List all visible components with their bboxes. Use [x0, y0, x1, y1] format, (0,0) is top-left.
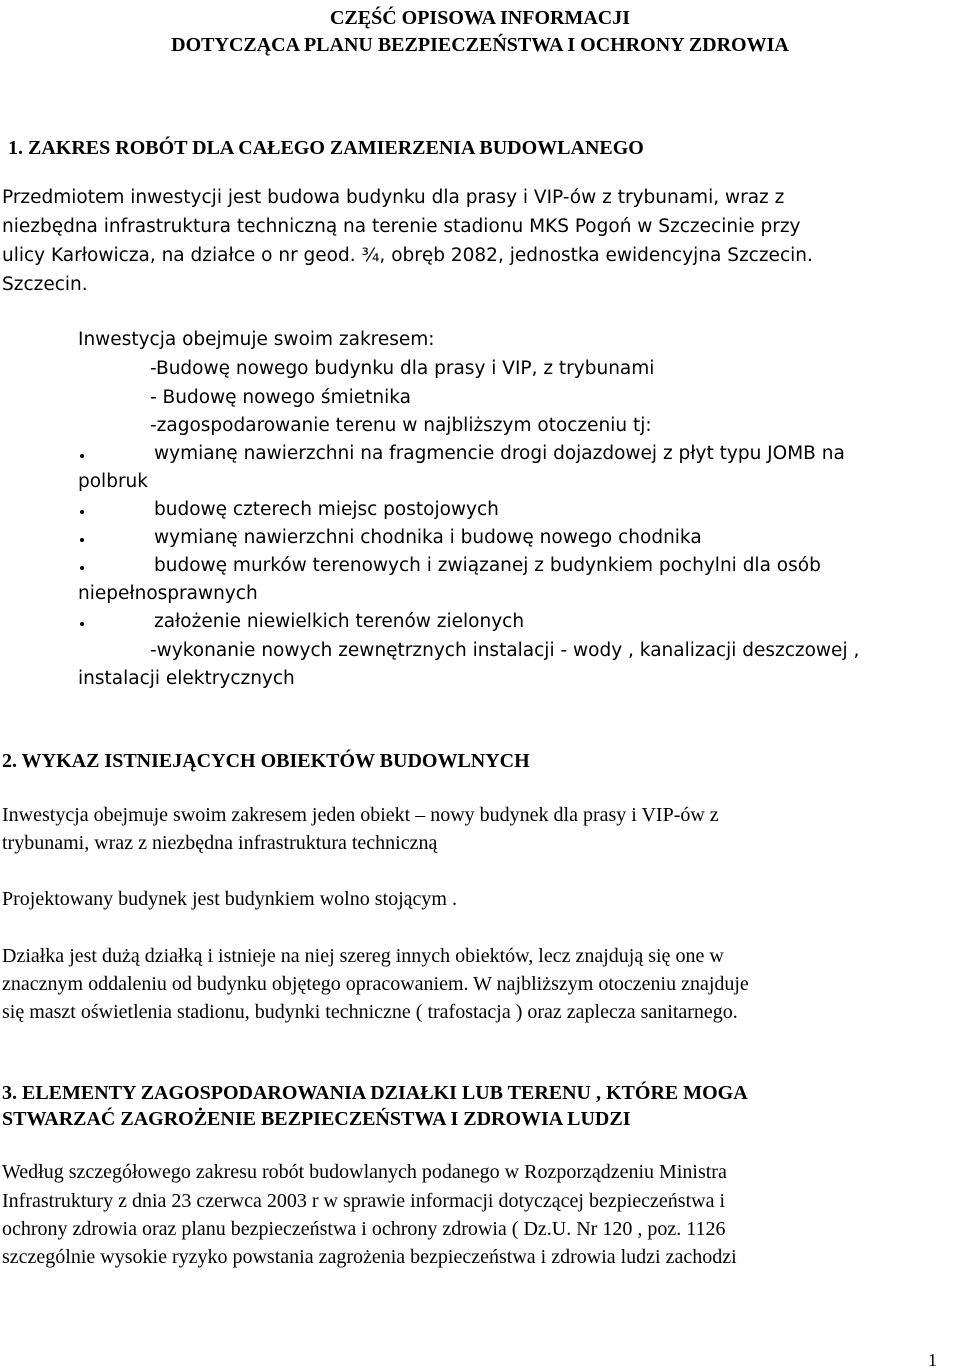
section-3-paragraph-line: Infrastruktury z dnia 23 czerwca 2003 r w sprawie informacji dotyczącej bezpieczeństwa i [2, 1190, 726, 1212]
section-2-paragraph-line: się maszt oświetlenia stadionu, budynki techniczne ( trafostacja ) oraz zaplecza sanitarnego. [2, 1001, 738, 1023]
section-3-paragraph-line: Według szczegółowego zakresu robót budowlanych podanego w Rozporządzeniu Ministra [2, 1161, 727, 1183]
page-number: 1 [928, 1350, 937, 1370]
bullet-item: budowę murków terenowych i związanej z budynkiem pochylni dla osób [154, 555, 821, 576]
section-2-paragraph-line: Projektowany budynek jest budynkiem wolno stojącym . [2, 888, 457, 910]
bullet-dot-icon [80, 538, 84, 542]
section-3-heading-line: STWARZAĆ ZAGROŻENIE BEZPIECZEŃSTWA I ZDROWIA LUDZI [2, 1108, 631, 1130]
bullet-dot-icon [80, 622, 84, 626]
section-2-heading: 2. WYKAZ ISTNIEJĄCYCH OBIEKTÓW BUDOWLNYCH [2, 750, 530, 772]
section-2-paragraph-line: Inwestycja obejmuje swoim zakresem jeden obiekt – nowy budynek dla prasy i VIP-ów z [2, 804, 719, 826]
scope-item: -Budowę nowego budynku dla prasy i VIP, z trybunami [150, 358, 655, 379]
bullet-item: wymianę nawierzchni na fragmencie drogi dojazdowej z płyt typu JOMB na [154, 443, 845, 464]
section-1-intro-line: niezbędna infrastruktura techniczną na terenie stadionu MKS Pogoń w Szczecinie przy [2, 216, 801, 237]
section-2-paragraph-line: znacznym oddaleniu od budynku objętego opracowaniem. W najbliższym otoczeniu znajduje [2, 973, 749, 995]
section-3-paragraph-line: szczególnie wysokie ryzyko powstania zagrożenia bezpieczeństwa i zdrowia ludzi zachodzi [2, 1246, 737, 1268]
document-title-line-1: CZĘŚĆ OPISOWA INFORMACJI [329, 7, 631, 29]
section-1-intro-line: Szczecin. [2, 274, 88, 295]
bullet-item: założenie niewielkich terenów zielonych [154, 611, 525, 632]
scope-intro: Inwestycja obejmuje swoim zakresem: [78, 329, 435, 350]
bullet-item: wymianę nawierzchni chodnika i budowę nowego chodnika [154, 527, 702, 548]
bullet-item: budowę czterech miejsc postojowych [154, 499, 499, 520]
section-2-paragraph-line: trybunami, wraz z niezbędna infrastruktura techniczną [2, 832, 438, 854]
section-2-paragraph-line: Działka jest dużą działką i istnieje na niej szereg innych obiektów, lecz znajdują się one w [2, 945, 724, 967]
section-1-intro-line: Przedmiotem inwestycji jest budowa budynku dla prasy i VIP-ów z trybunami, wraz z [2, 187, 785, 208]
section-3-paragraph-line: ochrony zdrowia oraz planu bezpieczeństwa i ochrony zdrowia ( Dz.U. Nr 120 , poz. 1126 [2, 1218, 726, 1240]
document-title-line-2: DOTYCZĄCA PLANU BEZPIECZEŃSTWA I OCHRONY ZDROWIA [171, 34, 789, 56]
bullet-item-continuation: niepełnosprawnych [78, 583, 258, 604]
bullet-dot-icon [80, 566, 84, 570]
bullet-dot-icon [80, 510, 84, 514]
section-3-heading-line: 3. ELEMENTY ZAGOSPODAROWANIA DZIAŁKI LUB TERENU , KTÓRE MOGA [2, 1082, 748, 1104]
section-1-intro-line: ulicy Karłowicza, na działce o nr geod. ¾, obręb 2082, jednostka ewidencyjna Szczecin. [2, 245, 813, 266]
bullet-item-continuation: polbruk [78, 471, 148, 492]
section-1-heading: 1. ZAKRES ROBÓT DLA CAŁEGO ZAMIERZENIA BUDOWLANEGO [8, 137, 644, 159]
installations-line: instalacji elektrycznych [78, 668, 295, 689]
scope-item: - Budowę nowego śmietnika [150, 387, 411, 408]
installations-line: -wykonanie nowych zewnętrznych instalacji - wody , kanalizacji deszczowej , [150, 640, 860, 661]
scope-item: -zagospodarowanie terenu w najbliższym otoczeniu tj: [150, 415, 652, 436]
bullet-dot-icon [80, 454, 84, 458]
